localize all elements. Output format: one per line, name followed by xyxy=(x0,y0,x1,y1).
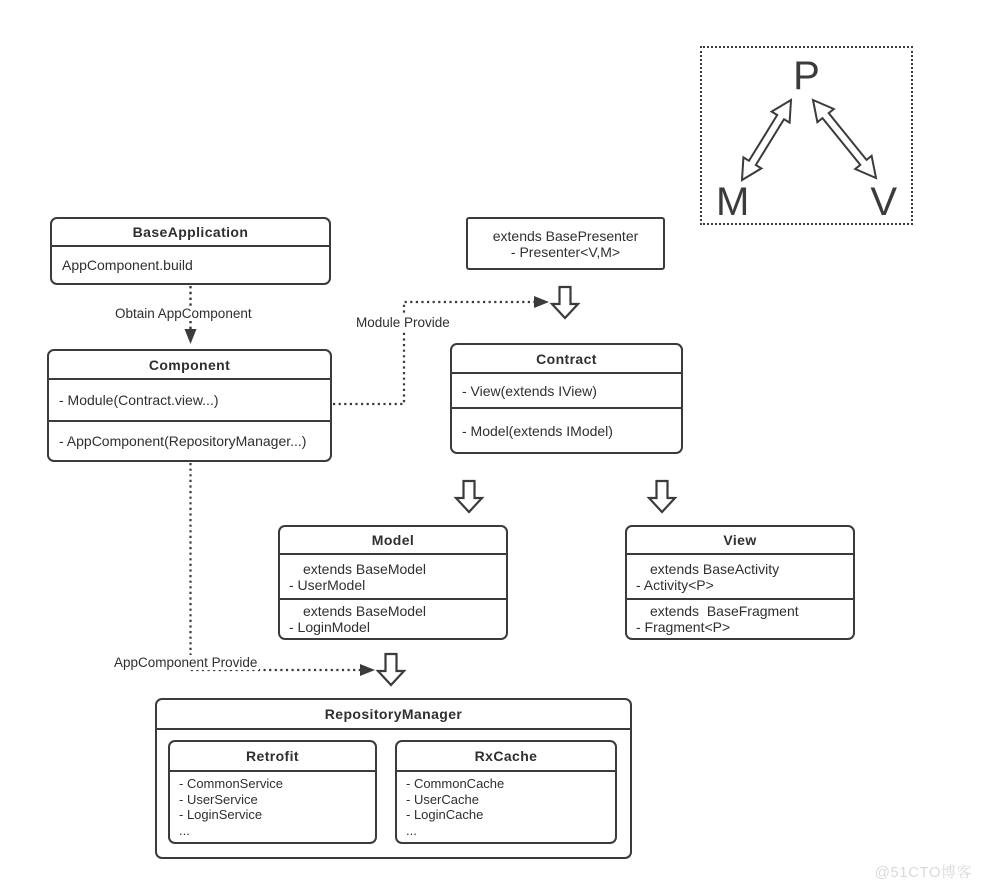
model-row2-extends: extends BaseModel xyxy=(303,603,426,619)
arrowhead-right-icon xyxy=(360,664,375,676)
class-row: - AppComponent(RepositoryManager...) xyxy=(59,433,307,449)
class-row xyxy=(627,600,853,638)
retrofit-items xyxy=(170,772,375,838)
model-class xyxy=(278,525,508,640)
arrowhead-down-icon xyxy=(185,329,197,344)
class-row xyxy=(627,555,853,600)
list-item: - LoginCache xyxy=(406,807,484,822)
block-down-arrow-to-model-icon xyxy=(456,481,482,512)
retrofit-class xyxy=(168,740,377,844)
block-down-arrow-to-contract-icon xyxy=(552,287,578,318)
base-application-class xyxy=(50,217,331,285)
class-row: - Model(extends IModel) xyxy=(462,422,613,439)
presenter-note-line2: - Presenter<V,M> xyxy=(510,243,621,260)
mvp-legend-box xyxy=(700,46,913,225)
appcomponent-provide-label: AppComponent Provide xyxy=(114,655,258,670)
obtain-appcomponent-label: Obtain AppComponent xyxy=(115,306,252,321)
model-row2-name: - LoginModel xyxy=(289,619,370,635)
presenter-note-box xyxy=(466,217,665,270)
class-title: Retrofit xyxy=(170,742,375,772)
list-item: - LoginService xyxy=(179,807,263,822)
view-class xyxy=(625,525,855,640)
block-down-arrow-to-repository-icon xyxy=(378,654,404,685)
block-down-arrow-to-view-icon xyxy=(649,481,675,512)
class-title: BaseApplication xyxy=(52,219,329,247)
list-item: ... xyxy=(406,822,417,838)
class-row: - View(extends IView) xyxy=(452,374,681,409)
class-row: - Module(Contract.view...) xyxy=(49,380,330,422)
class-row xyxy=(280,555,506,600)
class-title: Component xyxy=(49,351,330,380)
class-title: View xyxy=(627,527,853,555)
list-item: - UserCache xyxy=(406,791,479,807)
model-letter: M xyxy=(716,180,750,224)
module-provide-label: Module Provide xyxy=(356,315,450,330)
class-title: Model xyxy=(280,527,506,555)
class-row xyxy=(280,600,506,638)
arrowhead-right-icon xyxy=(534,296,549,308)
view-letter: V xyxy=(870,180,897,224)
class-title: RxCache xyxy=(397,742,615,772)
model-row1-name: - UserModel xyxy=(289,576,366,593)
class-title: Contract xyxy=(452,345,681,374)
view-row1-extends: extends BaseActivity xyxy=(650,560,780,577)
contract-class xyxy=(450,343,683,454)
view-row2-extends: extends BaseFragment xyxy=(650,603,799,619)
view-row2-name: - Fragment<P> xyxy=(636,619,731,635)
view-row1-name: - Activity<P> xyxy=(636,576,714,593)
list-item: - UserService xyxy=(179,791,258,807)
repository-manager-class xyxy=(155,698,632,859)
list-item: - CommonCache xyxy=(406,776,505,791)
watermark: @51CTO博客 xyxy=(874,864,972,881)
presenter-note-line1: extends BasePresenter xyxy=(492,227,639,244)
presenter-letter: P xyxy=(793,54,820,98)
rxcache-class xyxy=(395,740,617,844)
model-row1-extends: extends BaseModel xyxy=(303,560,426,577)
rxcache-items xyxy=(397,772,615,838)
class-row: AppComponent.build xyxy=(62,257,193,273)
component-class xyxy=(47,349,332,462)
class-title: RepositoryManager xyxy=(157,700,630,730)
list-item: ... xyxy=(179,822,190,838)
list-item: - CommonService xyxy=(179,776,284,791)
